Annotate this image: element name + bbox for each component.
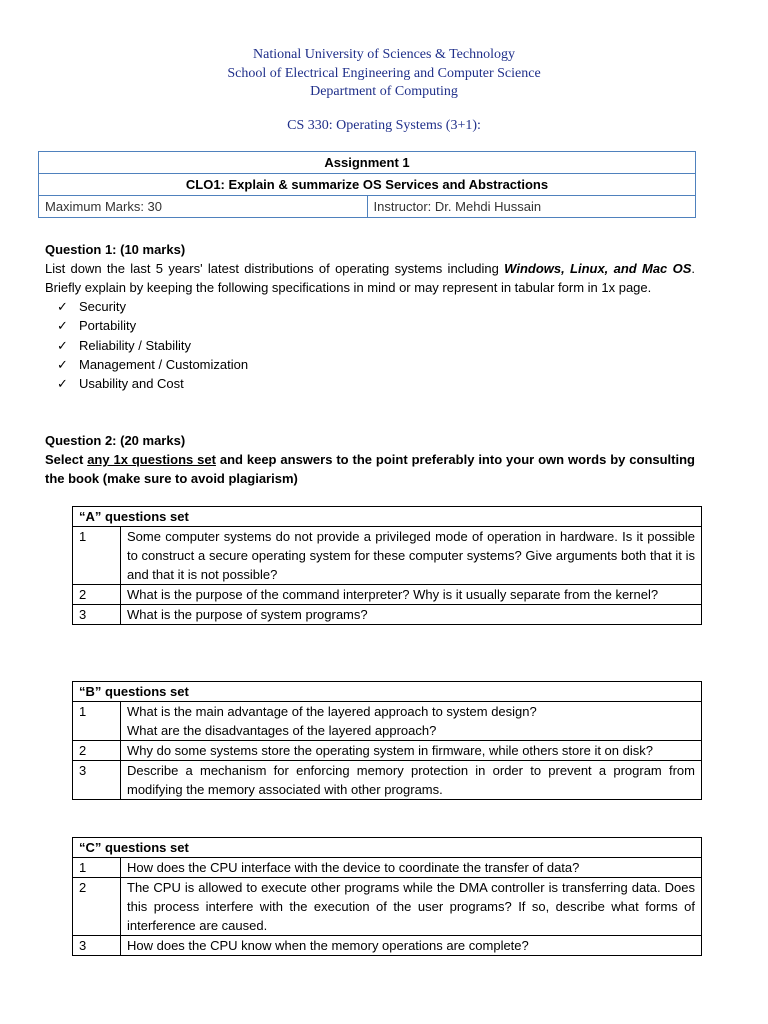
set-title: “A” questions set: [73, 507, 702, 527]
list-item: [57, 316, 695, 335]
question-1-title: Question 1: (10 marks): [45, 242, 186, 257]
question-1-text-b: . Briefly explain by keeping the following specifications in mind or may represent in tabular form in 1x page.: [45, 261, 695, 295]
table-row: [73, 585, 702, 605]
clo-title: CLO1: Explain & summarize OS Services and Abstractions: [39, 174, 695, 196]
question-text: How does the CPU know when the memory operations are complete?: [121, 936, 702, 956]
set-title: “C” questions set: [73, 838, 702, 858]
question-text: What is the purpose of system programs?: [121, 605, 702, 625]
question-2-text-a: Select: [45, 452, 88, 467]
question-text: Why do some systems store the operating system in firmware, while others store it on disk?: [121, 741, 702, 761]
university-name: National University of Sciences & Technology: [253, 47, 515, 62]
question-number: 2: [73, 585, 121, 605]
question-number: 2: [73, 878, 121, 936]
question-1: [45, 240, 695, 393]
table-row: [73, 605, 702, 625]
instructor: Instructor: Dr. Mehdi Hussain: [373, 199, 542, 214]
checkmark-icon: ✓: [57, 356, 68, 372]
question-number: 2: [73, 741, 121, 761]
question-number: 1: [73, 527, 121, 585]
list-item: [57, 336, 695, 355]
question-number: 3: [73, 605, 121, 625]
table-row: [73, 702, 702, 741]
question-2-text-b: and keep answers to the point preferably into your own words by consulting the book (make sure to avoid plagiarism): [45, 452, 695, 486]
table-row: [73, 527, 702, 585]
question-text: The CPU is allowed to execute other programs while the DMA controller is transferring data. Does this process interfere with the execution of the user programs? If so, describe what forms of interference are caused.: [121, 878, 702, 936]
table-row: [73, 936, 702, 956]
questions-set-b: [72, 681, 702, 800]
question-number: 1: [73, 858, 121, 878]
checkmark-icon: ✓: [57, 376, 68, 392]
question-number: 3: [73, 761, 121, 800]
list-item: [57, 355, 695, 374]
question-text: Some computer systems do not provide a privileged mode of operation in hardware. Is it possible to construct a secure operating system for these computer systems? Give arguments both that it is and that it is not possible?: [121, 527, 702, 585]
school-name: School of Electrical Engineering and Computer Science: [227, 65, 541, 81]
list-item-label: Portability: [79, 318, 137, 334]
specification-list: [45, 297, 695, 393]
list-item: [57, 297, 695, 316]
question-1-text: [45, 259, 695, 297]
list-item-label: Management / Customization: [79, 356, 249, 372]
document-header: [0, 46, 768, 102]
question-text: [121, 702, 702, 741]
question-1-text-a: List down the last 5 years' latest distributions of operating systems including: [45, 261, 505, 276]
question-2-text: [45, 450, 695, 488]
question-2: [45, 431, 695, 488]
list-item-label: Usability and Cost: [79, 376, 184, 392]
questions-set-a: [72, 506, 702, 625]
course-title: CS 330: Operating Systems (3+1):: [287, 118, 481, 133]
max-marks: Maximum Marks: 30: [39, 196, 368, 217]
list-item-label: Security: [79, 299, 126, 314]
question-line: What are the disadvantages of the layered approach?: [127, 723, 437, 738]
checkmark-icon: ✓: [57, 318, 68, 334]
question-1-os-list: Windows, Linux, and Mac OS: [504, 261, 692, 276]
question-line: What is the main advantage of the layered approach to system design?: [127, 704, 537, 719]
question-text: How does the CPU interface with the device to coordinate the transfer of data?: [121, 858, 702, 878]
question-text: What is the purpose of the command interpreter? Why is it usually separate from the kernel?: [121, 585, 702, 605]
info-meta-row: [39, 196, 695, 217]
checkmark-icon: ✓: [57, 337, 68, 353]
set-title: “B” questions set: [73, 682, 702, 702]
list-item: [57, 374, 695, 393]
list-item-label: Reliability / Stability: [79, 337, 191, 353]
table-row: [73, 878, 702, 936]
table-row: [73, 761, 702, 800]
table-row: [73, 858, 702, 878]
assignment-info-table: [38, 151, 696, 218]
department-name: Department of Computing: [310, 84, 458, 99]
question-number: 1: [73, 702, 121, 741]
question-text: Describe a mechanism for enforcing memory protection in order to prevent a program from modifying the memory associated with other programs.: [121, 761, 702, 800]
question-number: 3: [73, 936, 121, 956]
table-row: [73, 741, 702, 761]
assignment-title: Assignment 1: [39, 152, 695, 174]
question-2-title: Question 2: (20 marks): [45, 433, 186, 448]
checkmark-icon: ✓: [57, 299, 68, 314]
question-2-underlined: any 1x questions set: [87, 452, 216, 467]
questions-set-c: [72, 837, 702, 956]
